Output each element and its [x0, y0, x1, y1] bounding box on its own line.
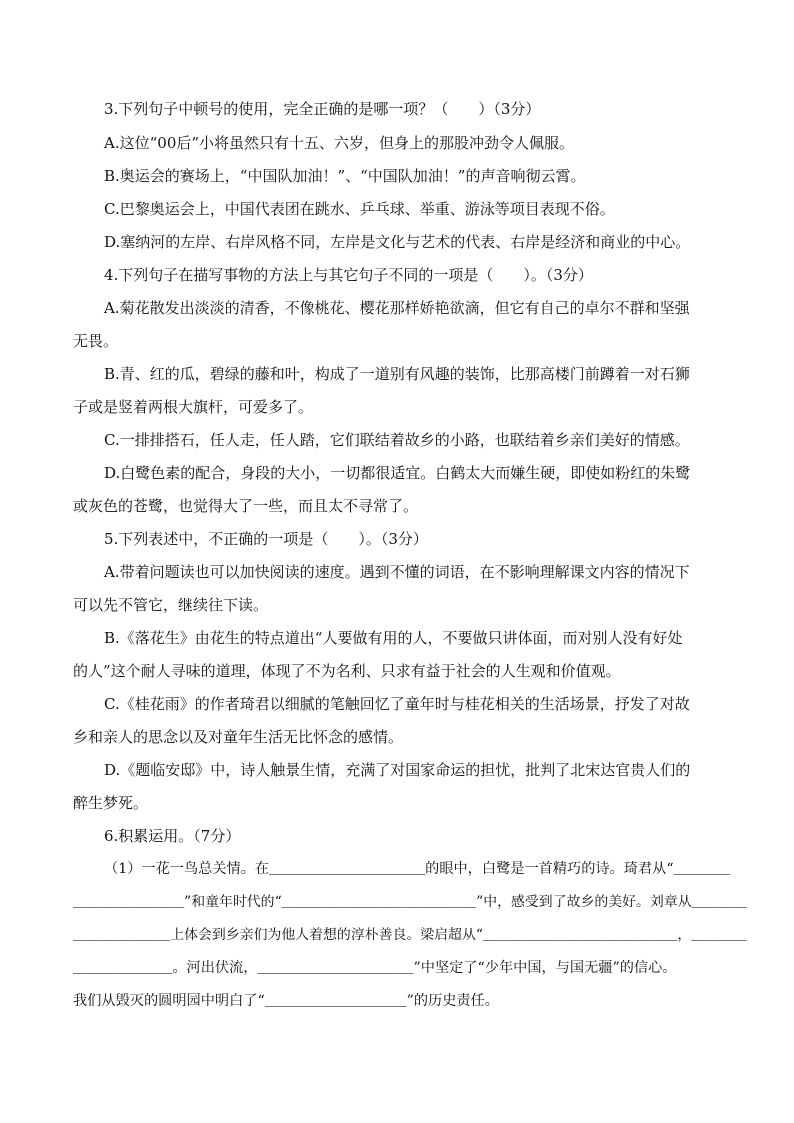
question-6-fill-line: 我们从毁灭的圆明园中明白了“＿＿＿＿＿＿＿＿＿＿”的历史责任。: [73, 993, 499, 1009]
question-6-stem: 6.积累运用。（7分）: [104, 827, 241, 845]
question-5-option-line: B.《落花生》由花生的特点道出“人要做有用的人，不要做只讲体面，而对别人没有好处: [104, 629, 683, 647]
question-5-option-line: 的人”这个耐人寻味的道理，体现了不为名利、只求有益于社会的人生观和价值观。: [73, 662, 621, 680]
question-3-option-b: B.奥运会的赛场上，“中国队加油！”、“中国队加油！”的声音响彻云霄。: [104, 167, 586, 185]
question-5-option-line: C.《桂花雨》的作者琦君以细腻的笔触回忆了童年时与桂花相关的生活场景，抒发了对故: [104, 695, 690, 713]
question-5-option-line: A.带着问题读也可以加快阅读的速度。遇到不懂的词语，在不影响理解课文内容的情况下: [104, 563, 690, 581]
question-4-option-line: 无畏。: [73, 332, 119, 350]
question-5-option-line: 可以先不管它，继续往下读。: [73, 596, 269, 614]
question-6-fill-line: ＿＿＿＿＿＿＿上体会到乡亲们为他人着想的淳朴善良。梁启超从“＿＿＿＿＿＿＿＿＿＿＿＿＿＿，＿＿＿＿: [73, 927, 747, 943]
question-5-option-line: D.《题临安邸》中，诗人触景生情，充满了对国家命运的担忧，批判了北宋达官贵人们的: [104, 761, 691, 779]
question-3-stem: 3.下列句子中顿号的使用，完全正确的是哪一项？（ ）（3分）: [104, 100, 541, 118]
question-5-option-line: 醉生梦死。: [73, 794, 149, 812]
question-4-option-line: B.青、红的瓜，碧绿的藤和叶，构成了一道别有风趣的装饰，比那高楼门前蹲着一对石狮: [104, 365, 690, 383]
question-4-option-line: C.一排排搭石，任人走，任人踏，它们联结着故乡的小路，也联结着乡亲们美好的情感。: [104, 431, 690, 449]
question-4-option-line: 或灰色的苍鹭，也觉得大了一些，而且太不寻常了。: [73, 497, 419, 515]
question-4-option-line: D.白鹭色素的配合，身段的大小，一切都很适宜。白鹤太大而嫌生硬，即使如粉红的朱鹭: [104, 464, 691, 482]
question-6-fill-line: ＿＿＿＿＿＿＿。河出伏流，＿＿＿＿＿＿＿＿＿＿＿”中坚定了“少年中国，与国无疆”的信心。: [73, 960, 677, 976]
question-5-option-line: 乡和亲人的思念以及对童年生活无比怀念的感情。: [73, 728, 404, 746]
question-6-fill-line: （1）一花一鸟总关情。在＿＿＿＿＿＿＿＿＿＿＿的眼中，白鹭是一首精巧的诗。琦君从“＿＿＿＿: [104, 861, 731, 877]
question-4-option-line: 子或是竖着两根大旗杆，可爱多了。: [73, 398, 314, 416]
question-5-stem: 5.下列表述中，不正确的一项是（ ）。（3分）: [104, 530, 428, 548]
question-4-option-line: A.菊花散发出淡淡的清香，不像桃花、樱花那样娇艳欲滴，但它有自己的卓尔不群和坚强: [104, 299, 690, 317]
question-3-option-c: C.巴黎奥运会上，中国代表团在跳水、乒乓球、举重、游泳等项目表现不俗。: [104, 200, 615, 218]
question-3-option-d: D.塞纳河的左岸、右岸风格不同，左岸是文化与艺术的代表、右岸是经济和商业的中心。: [104, 233, 691, 251]
question-6-fill-line: ＿＿＿＿＿＿＿＿”和童年时代的“＿＿＿＿＿＿＿＿＿＿＿＿＿＿”中，感受到了故乡的美好。刘章从＿＿＿＿: [73, 894, 748, 910]
question-3-option-a: A.这位“00后”小将虽然只有十五、六岁，但身上的那股冲劲令人佩服。: [104, 134, 575, 152]
question-4-stem: 4.下列句子在描写事物的方法上与其它句子不同的一项是（ ）。（3分）: [104, 266, 593, 284]
